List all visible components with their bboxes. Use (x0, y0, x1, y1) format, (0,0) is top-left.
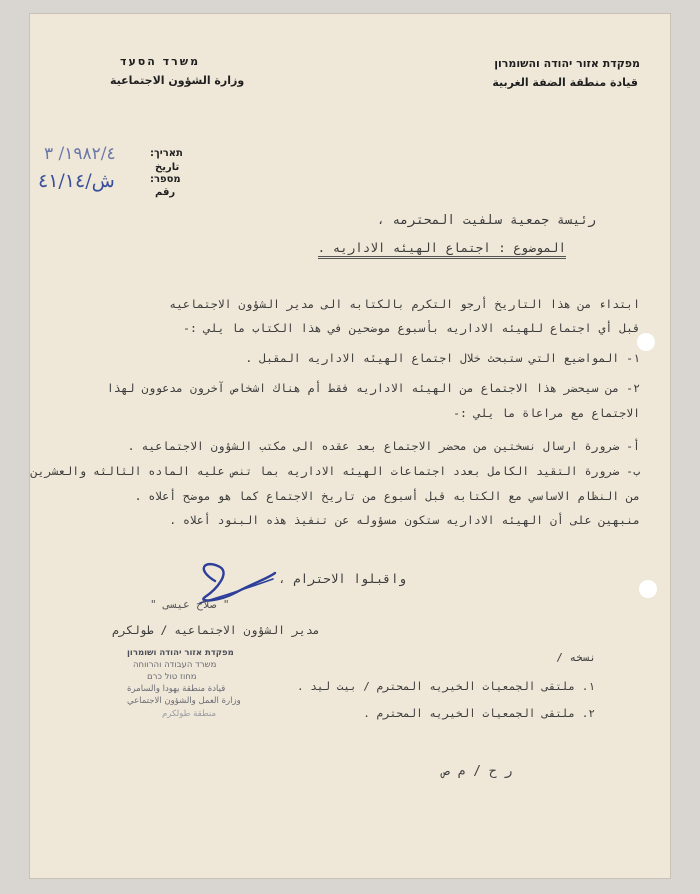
copies-label: نسخه / (556, 651, 596, 664)
body-para1-line1: ابتداء من هذا التاريخ أرجو التكرم بالكتابه الى مدير الشؤون الاجتماعيه (169, 297, 640, 311)
body-item1: ١- المواضيع التي ستبحث خلال اجتماع الهيئه الاداريه المقبل . (245, 351, 640, 365)
date-label-ar: تاريخ (155, 162, 180, 173)
body-item-a: أ- ضرورة ارسال نسختين من محضر الاجتماع بعد عقده الى مكتب الشؤون الاجتماعيه . (127, 439, 640, 453)
signature-title: مدير الشؤون الاجتماعيه / طولكرم (112, 623, 320, 637)
stamp-line4: قيادة منطقة يهودا والسامرة (127, 684, 226, 694)
body-item2-line2: الاجتماع مع مراعاة ما يلي :- (453, 406, 640, 420)
stamp-line1: מפקדת אזור יהודה ושומרון (127, 648, 234, 658)
copies-initials: ر ح / م ص (442, 764, 513, 779)
copies-line1: ١. ملتقى الجمعيات الخيريه المحترم / بيت ليد . (296, 680, 595, 693)
recipient-line: رئيسة جمعية سلفيت المحترمه ، (376, 213, 596, 228)
closing-line: واقبلوا الاحترام ، (278, 571, 406, 586)
punch-hole-top (637, 333, 655, 351)
body-para1-line2: قبل أي اجتماع للهيئه الاداريه بأسبوع موضحين في هذا الكتاب ما يلي :- (183, 321, 640, 335)
date-label-he: תאריך: (150, 148, 183, 159)
body-item-b-line3: منبهين على أن الهيئه الاداريه ستكون مسؤوله عن تنفيذ هذه البنود أعلاه . (169, 513, 640, 527)
header-left-line1: משרד הסעד (120, 55, 201, 68)
body-item-b-line1: ب- ضرورة التقيد الكامل بعدد اجتماعات الهيئه الاداريه بما تنص عليه الماده الثالثه والعشرين (30, 464, 640, 478)
signature-name: " صلاح عيسى " (150, 598, 230, 611)
stamp-line2: משרד העבודה והרווחה (133, 660, 217, 670)
header-right-line1: מפקדת אזור יהודה והשומרון (494, 57, 640, 70)
stamp-line5: وزارة العمل والشؤون الاجتماعي (127, 696, 241, 706)
stamp-line3: מחוז טול כרם (147, 672, 197, 682)
body-item2-line1: ٢- من سيحضر هذا الاجتماع من الهيئه الاداريه فقط أم هناك اشخاص آخرون مدعوون لهذا (106, 381, 640, 395)
number-label-he: מספר: (150, 174, 181, 185)
date-value: ١٩٨٢/٤/ ٣ (44, 144, 116, 164)
document-page (30, 14, 670, 878)
number-label-ar: رقم (155, 187, 176, 198)
copies-line2: ٢. ملتقى الجمعيات الخيريه المحترم . (363, 707, 595, 720)
subject-line: الموضوع : اجتماع الهيئه الاداريه . (318, 240, 566, 259)
header-left-line2: وزارة الشؤون الاجتماعية (110, 74, 245, 87)
stamp-line6: منطقة طولكرم (162, 709, 217, 719)
number-value: ش/٤١/١٤ (38, 170, 115, 192)
punch-hole-bottom (639, 580, 657, 598)
body-item-b-line2: من النظام الاساسي مع الكتابه قبل أسبوع من تاريخ الاجتماع كما هو موضح أعلاه . (134, 489, 640, 503)
header-right-line2: قيادة منطقة الضفة الغربية (492, 76, 638, 89)
